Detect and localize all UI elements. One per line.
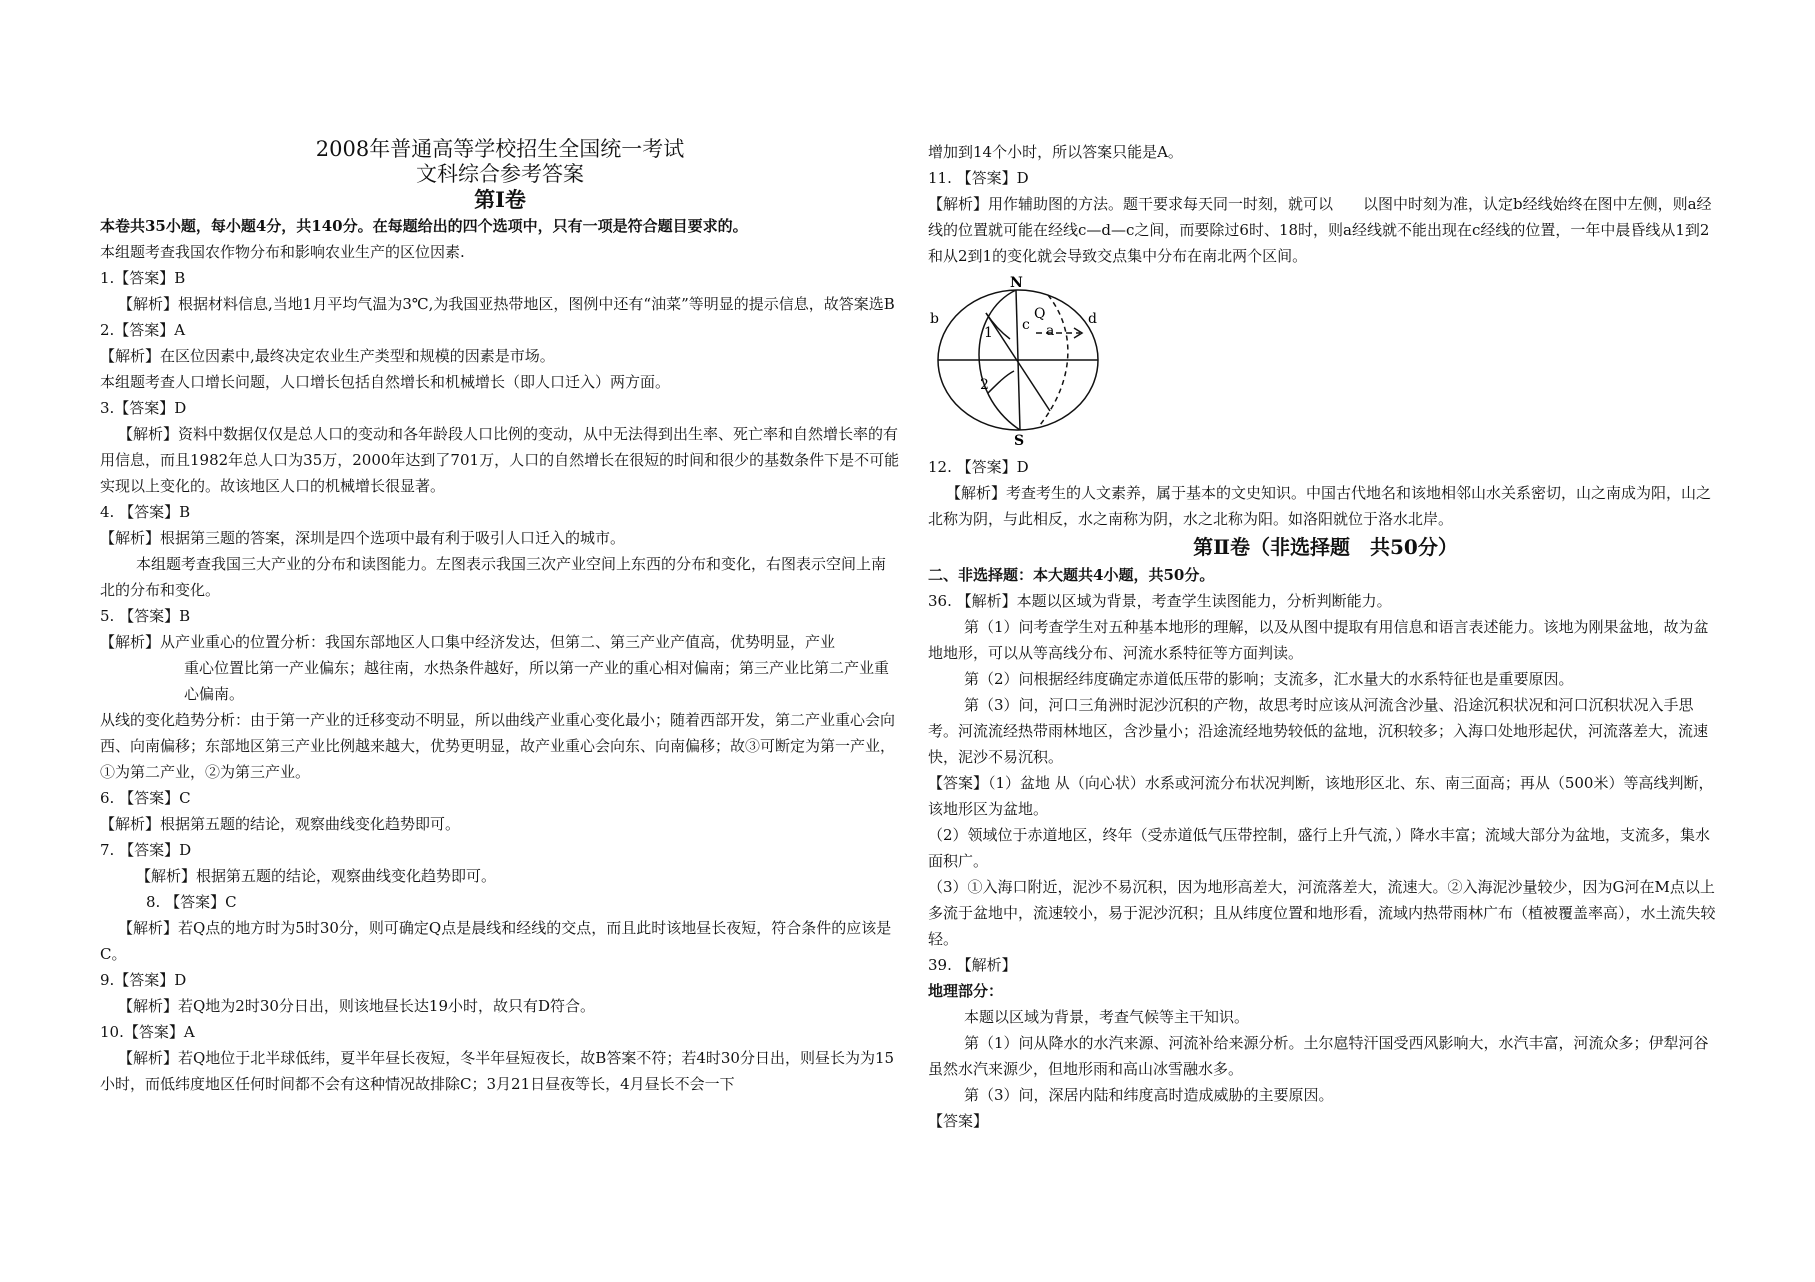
paragraph: 10.【答案】A [100, 1023, 195, 1041]
paragraph: 【解析】在区位因素中,最终决定农业生产类型和规模的因素是市场。 [100, 347, 555, 365]
paragraph: 【解析】若Q地为2时30分日出，则该地昼长达19小时，故只有D符合。 [118, 997, 596, 1015]
paragraph: 【解析】若Q地位于北半球低纬，夏半年昼长夜短，冬半年昼短夜长，故B答案不符；若4时30分日出，则昼长为为15小时，而低纬度地区任何时间都不会有这种情况故排除C；3月21日昼夜等长，4月昼长不会一下 [100, 1049, 895, 1093]
paragraph: 重心位置比第一产业偏东；越往南，水热条件越好，所以第一产业的重心相对偏南；第三产业比第二产业重心偏南。 [184, 659, 890, 703]
right-top-body [928, 139, 1723, 269]
label-2: 2 [980, 377, 989, 393]
label-1: 1 [984, 325, 993, 341]
paragraph: 【答案】 [928, 1112, 989, 1130]
paragraph: 【解析】若Q点的地方时为5时30分，则可确定Q点是晨线和经线的交点，而且此时该地昼长夜短，符合条件的应该是C。 [100, 919, 892, 963]
paragraph: 5. 【答案】B [100, 607, 191, 625]
label-d: d [1088, 311, 1097, 327]
volume-one-heading: 第Ⅰ卷 [474, 187, 526, 212]
terminator-line [986, 313, 1050, 411]
paragraph: （2）领域位于赤道地区，终年（受赤道低气压带控制，盛行上升气流，）降水丰富；流域大部分为盆地，支流多，集水面积广。 [928, 826, 1711, 870]
paragraph: 12. 【答案】D [928, 458, 1029, 476]
paragraph: 第（1）问从降水的水汽来源、河流补给来源分析。土尔扈特汗国受西风影响大，水汽丰富，河流众多；伊犁河谷虽然水汽来源少，但地形雨和高山冰雪融水多。 [928, 1034, 1709, 1078]
paragraph: 【解析】用作辅助图的方法。题干要求每天同一时刻，就可以 以图中时刻为准，认定b经线始终在图中左侧，则a经线的位置就可能在经线c—d—c之间，而要除过6时、18时，则a经线就不能出现在c经线的位置，一年中晨昏线从1到2和从2到1的变化就会导致交点集中分布在南北两个区间。 [928, 195, 1712, 265]
document-title: 2008年普通高等学校招生全国统一考试 [315, 137, 685, 161]
label-n: N [1010, 275, 1023, 291]
paragraph: 【解析】根据材料信息,当地1月平均气温为3℃,为我国亚热带地区，图例中还有“油菜”等明显的提示信息，故答案选B [118, 295, 895, 313]
paragraph: 39. 【解析】 [928, 956, 1017, 974]
paragraph: 第（3）问，河口三角洲时泥沙沉积的产物，故思考时应该从河流含沙量、沿途沉积状况和河口沉积状况入手思考。河流流经热带雨林地区，含沙量小；沿途流经地势较低的盆地，沉积较多；入海口处地形起伏，河流落差大，流速快，泥沙不易沉积。 [928, 696, 1709, 766]
right-part-two-body [928, 562, 1723, 1134]
paragraph: 8. 【答案】C [146, 893, 237, 911]
paragraph: 36. 【解析】本题以区域为背景，考查学生读图能力，分析判断能力。 [928, 592, 1392, 610]
paragraph: 6. 【答案】C [100, 789, 191, 807]
paragraph: 1.【答案】B [100, 269, 186, 287]
left-column [100, 137, 900, 1097]
label-c: c [1022, 317, 1030, 333]
paragraph: 11. 【答案】D [928, 169, 1029, 187]
paragraph: 本组题考查人口增长问题，人口增长包括自然增长和机械增长（即人口迁入）两方面。 [100, 373, 671, 391]
paragraph: 4. 【答案】B [100, 503, 191, 521]
paragraph: 增加到14个小时，所以答案只能是A。 [928, 143, 1183, 161]
paragraph: 本卷共35小题，每小题4分，共140分。在每题给出的四个选项中，只有一项是符合题目要求的。 [100, 217, 748, 235]
paragraph: 【解析】资料中数据仅仅是总人口的变动和各年龄段人口比例的变动，从中无法得到出生率、死亡率和自然增长率的有用信息，而且1982年总人口为35万，2000年达到了701万，人口的自然增长在很短的时间和很少的基数条件下是不可能实现以上变化的。故该地区人口的机械增长很显著。 [100, 425, 900, 495]
left-body [100, 213, 900, 1097]
document-subtitle: 文科综合参考答案 [416, 162, 584, 186]
paragraph: 7. 【答案】D [100, 841, 192, 859]
paragraph: 2.【答案】A [100, 321, 186, 339]
paragraph: 【解析】从产业重心的位置分析：我国东部地区人口集中经济发达，但第二、第三产业产值高，优势明显，产业 [100, 633, 836, 651]
paragraph: 本组题考查我国三大产业的分布和读图能力。左图表示我国三次产业空间上东西的分布和变化，右图表示空间上南北的分布和变化。 [100, 555, 887, 599]
paragraph: 9.【答案】D [100, 971, 187, 989]
paragraph: 从线的变化趋势分析：由于第一产业的迁移变动不明显，所以曲线产业重心变化最小；随着西部开发，第二产业重心会向西、向南偏移；东部地区第三产业比例越来越大，优势更明显，故产业重心会向东、向南偏移；故③可断定为第一产业，①为第二产业，②为第三产业。 [100, 711, 896, 781]
paragraph: 本题以区域为背景，考查气候等主干知识。 [964, 1008, 1250, 1026]
label-q: Q [1034, 306, 1046, 322]
paragraph: 第（2）问根据经纬度确定赤道低压带的影响；支流多，汇水量大的水系特征也是重要原因。 [964, 670, 1574, 688]
paragraph: 【答案】（1）盆地 从（向心状）水系或河流分布状况判断，该地形区北、东、南三面高；再从（500米）等高线判断，该地形区为盆地。 [928, 774, 1714, 818]
paragraph: 地理部分： [928, 982, 1004, 1000]
paragraph: （3）①入海口附近，泥沙不易沉积，因为地形高差大，河流落差大，流速大。②入海泥沙量较少，因为G河在M点以上多流于盆地中，流速较小，易于泥沙沉积；且从纬度位置和地形看，流域内热带雨林广布（植被覆盖率高），水土流失较轻。 [928, 878, 1716, 948]
right-column [928, 139, 1723, 1134]
volume-two-heading: 第Ⅱ卷（非选择题 共50分） [1193, 535, 1458, 559]
paragraph: 3.【答案】D [100, 399, 187, 417]
paragraph: 【解析】根据第五题的结论，观察曲线变化趋势即可。 [100, 815, 461, 833]
paragraph: 【解析】根据第五题的结论，观察曲线变化趋势即可。 [136, 867, 497, 885]
right-bottom-body [928, 454, 1723, 532]
paragraph: 【解析】考查考生的人文素养，属于基本的文史知识。中国古代地名和该地相邻山水关系密切，山之南成为阳，山之北称为阴，与此相反，水之南称为阴，水之北称为阳。如洛阳就位于洛水北岸。 [928, 484, 1712, 528]
paragraph: 二、非选择题：本大题共4小题，共50分。 [928, 566, 1215, 584]
paragraph: 第（1）问考查学生对五种基本地形的理解，以及从图中提取有用信息和语言表述能力。该地为刚果盆地，故为盆地地形，可以从等高线分布、河流水系特征等方面判读。 [928, 618, 1709, 662]
earth-illumination-diagram [928, 273, 1108, 448]
paragraph: 【解析】根据第三题的答案，深圳是四个选项中最有利于吸引人口迁入的城市。 [100, 529, 626, 547]
label-b: b [930, 311, 939, 327]
paragraph: 本组题考查我国农作物分布和影响农业生产的区位因素. [100, 243, 465, 261]
label-s: S [1014, 433, 1025, 448]
paragraph: 第（3）问，深居内陆和纬度高时造成威胁的主要原因。 [964, 1086, 1334, 1104]
arrow-2 [988, 371, 1014, 393]
label-a: a [1046, 323, 1055, 339]
